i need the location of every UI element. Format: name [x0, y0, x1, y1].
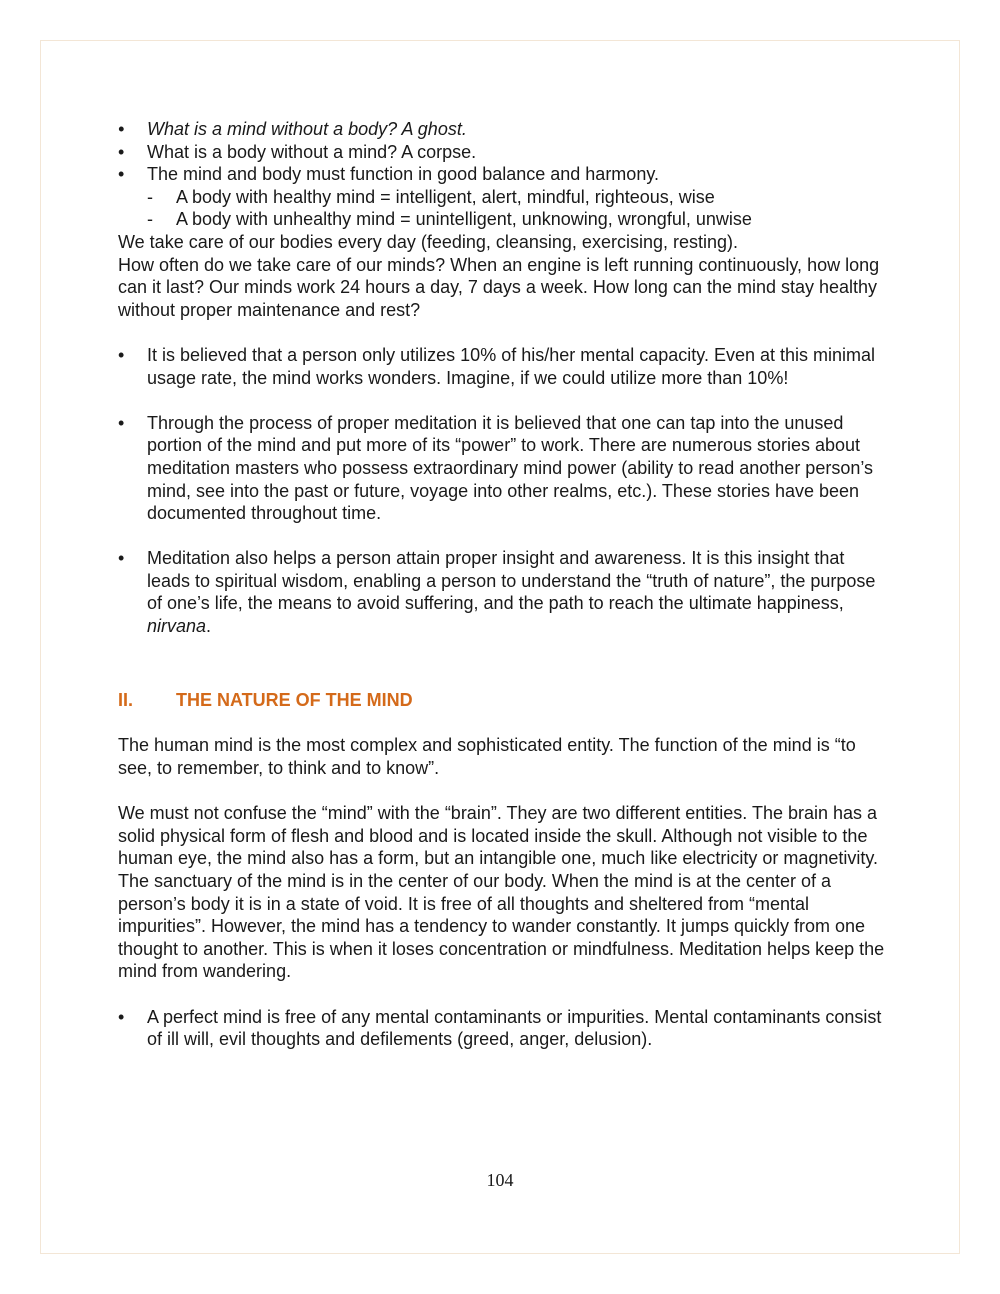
insight-text: Meditation also helps a person attain proper insight and awareness. It is this insight that leads to spiritual wisdom, enabling a person to understand the “truth of nature”, the purpose of one’s life, the means to avoid suffering, and the path to reach the ultimate happiness,: [147, 548, 876, 614]
bullet-mental-capacity: • It is believed that a person only utilizes 10% of his/her mental capacity. Even at this minimal usage rate, the mind works wonders. Imagine, if we could utilize more than 10%!: [118, 344, 888, 389]
bullet-balance-harmony: • The mind and body must function in good balance and harmony.: [118, 163, 888, 186]
section-title: THE NATURE OF THE MIND: [176, 690, 413, 711]
bullet-perfect-mind: • A perfect mind is free of any mental contaminants or impurities. Mental contaminants consist of ill will, evil thoughts and defilements (greed, anger, delusion).: [118, 1006, 888, 1051]
paragraph-mind-vs-brain: We must not confuse the “mind” with the “brain”. They are two different entities. The brain has a solid physical form of flesh and blood and is located inside the skull. Although not visible to the human eye, the mind also has a form, but an intangible one, much like electricity or magnetivity. The sanctuary of the mind is in the center of our body. When the mind is at the center of a person’s body it is in a state of void. It is free of all thoughts and sheltered from “mental impurities”. However, the mind has a tendency to wander constantly. It jumps quickly from one thought to another. This is when it loses concentration or mindfulness. Meditation helps keep the mind from wandering.: [118, 803, 885, 982]
section-number: II.: [118, 690, 134, 711]
page-content: [118, 118, 888, 1051]
nirvana-term: nirvana: [147, 616, 207, 637]
insight-end: .: [206, 616, 212, 637]
dash-unhealthy-mind: - A body with unhealthy mind = unintelligent, unknowing, wrongful, unwise: [118, 208, 888, 231]
bullet-proper-meditation: • Through the process of proper meditation it is believed that one can tap into the unused portion of the mind and put more of its “power” to work. There are numerous stories about meditation masters who possess extraordinary mind power (ability to read another person’s mind, see into the past or future, voyage into other realms, etc.). These stories have been documented throughout time.: [118, 412, 888, 525]
dash-healthy-mind: - A body with healthy mind = intelligent, alert, mindful, righteous, wise: [118, 186, 888, 209]
bullet-insight-awareness: [118, 547, 888, 637]
section-heading: [118, 689, 888, 712]
bullet-body-without-mind: • What is a body without a mind? A corpse.: [118, 141, 888, 164]
paragraph-take-care-minds: How often do we take care of our minds? When an engine is left running continuously, how long can it last? Our minds work 24 hours a day, 7 days a week. How long can the mind stay healthy without proper maintenance and rest?: [118, 254, 880, 320]
bullet-mind-without-body: • What is a mind without a body? A ghost.: [118, 118, 888, 141]
paragraph-human-mind: The human mind is the most complex and sophisticated entity. The function of the mind is “to see, to remember, to think and to know”.: [118, 735, 856, 779]
paragraph-take-care-bodies: We take care of our bodies every day (feeding, cleansing, exercising, resting).: [118, 231, 738, 252]
page-number: 104: [486, 1170, 514, 1190]
